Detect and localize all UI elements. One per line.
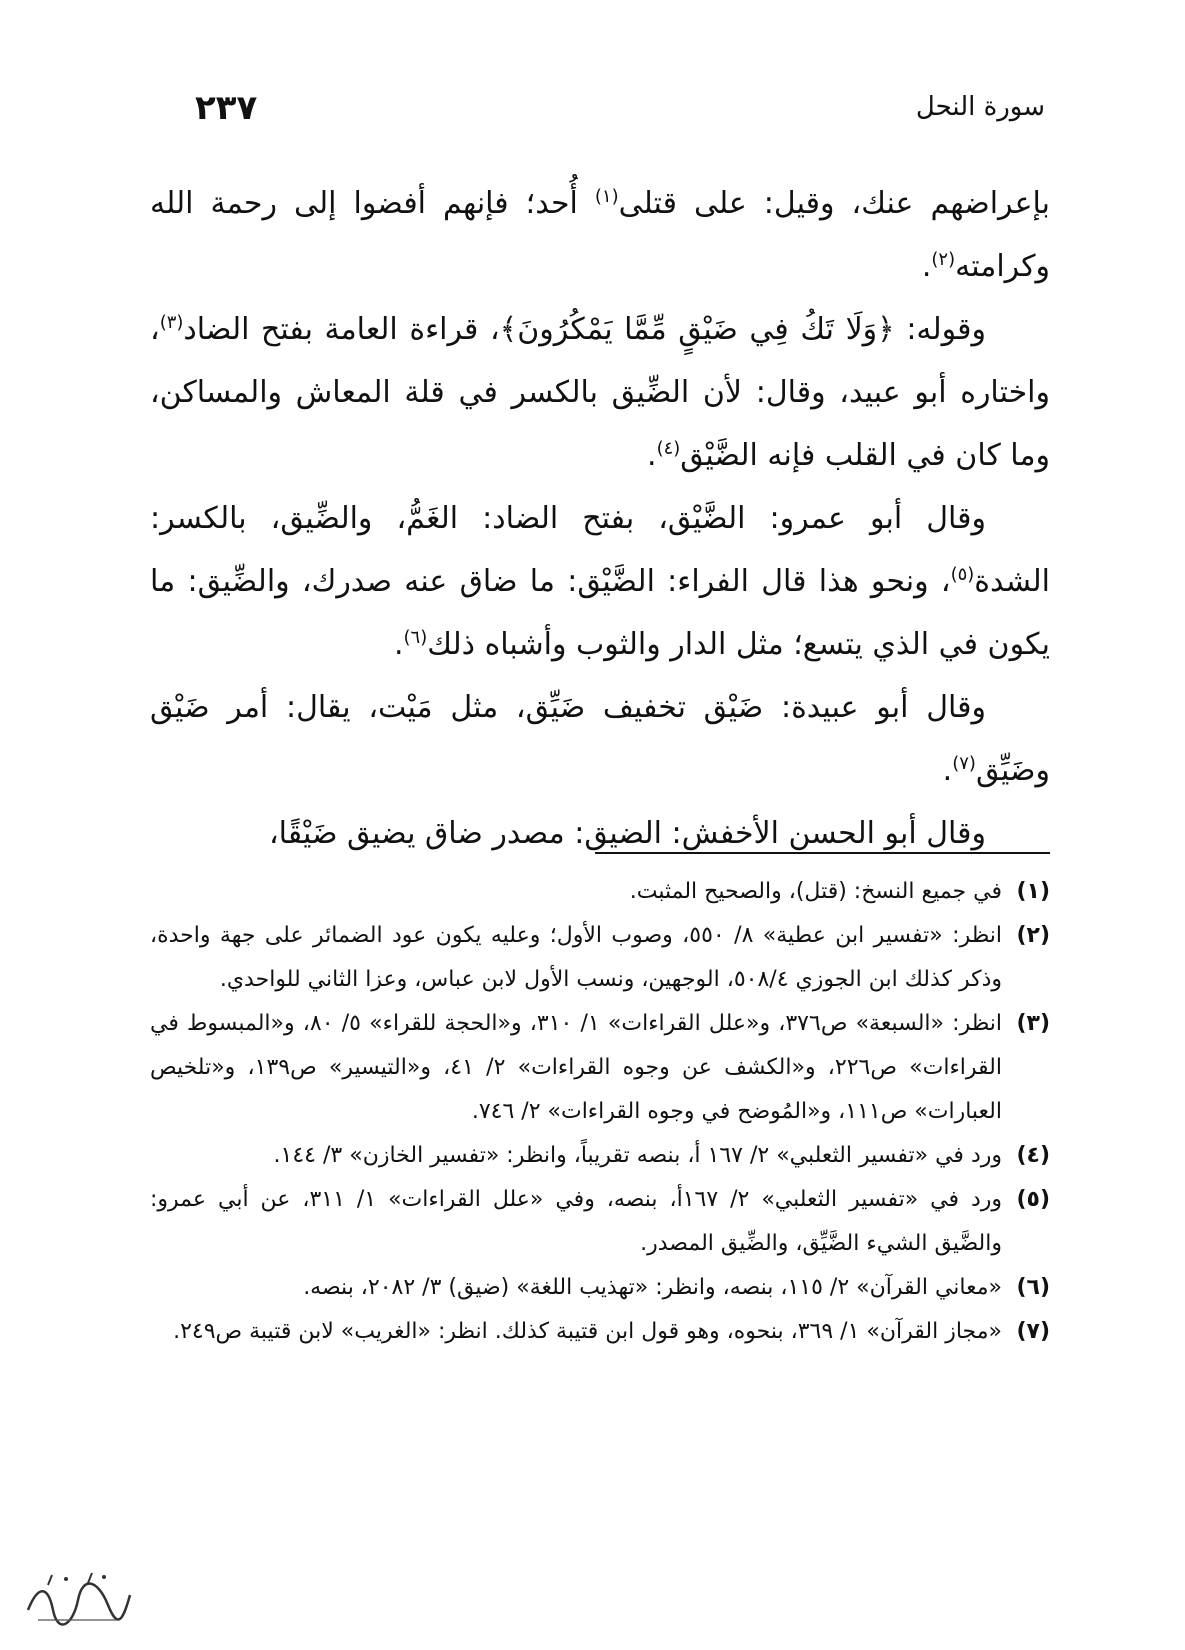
footnote-text: انظر: «السبعة» ص٣٧٦، و«علل القراءات» ١/ ٣١٠، و«الحجة للقراء» ٥/ ٨٠، و«المبسوط في القراءات» ص٢٢٦، و«الكشف عن وجوه القراءات» ٢/ ٤١، و«التيسير» ص١٣٩، و«تلخيص العبارات» ص١١١، و«المُوضح في وجوه القراءات» ٢/ ٧٤٦. — [150, 1011, 1003, 1124]
publisher-logo — [18, 1565, 138, 1635]
footnote-text: انظر: «تفسير ابن عطية» ٨/ ٥٥٠، وصوب الأول؛ وعليه يكون عود الضمائر على جهة واحدة، وذكر كذلك ابن الجوزي ٥٠٨/٤، الوجهين، ونسب الأول لابن عباس، وعزا الثاني للواحدي. — [150, 923, 1002, 992]
footnote — [150, 1266, 1050, 1310]
footnote-text: في جميع النسخ: (قتل)، والصحيح المثبت. — [629, 879, 1002, 904]
paragraph: وقال أبو عمرو: الضَّيْق، بفتح الضاد: الغَمُّ، والضِّيق، بالكسر: الشدة$^{(٥)}$، ونحو هذا قال الفراء: الضَّيْق: ما ضاق عنه صدرك، والضِّيق: ما يكون في الذي يتسع؛ مثل الدار والثوب وأشباه ذلك$^{(٦)}$. — [150, 501, 1050, 662]
page-header — [195, 88, 1045, 138]
footnote-ref: (٧) — [952, 753, 976, 774]
footnote-number: (٦) — [1016, 1275, 1050, 1300]
footnote — [150, 1134, 1050, 1178]
main-text — [150, 172, 1050, 865]
footnote-number: (٥) — [1016, 1187, 1050, 1212]
paragraph: وقال أبو عبيدة: ضَيْق تخفيف ضَيِّق، مثل مَيْت، يقال: أمر ضَيْق وضَيِّق$^{(٧)}$. — [150, 690, 1050, 788]
footnote-divider — [595, 852, 1050, 854]
footnote-ref: (٣) — [159, 312, 184, 333]
footnote — [150, 1002, 1050, 1134]
running-title: سورة النحل — [915, 92, 1045, 122]
footnote-number: (١) — [1016, 879, 1050, 904]
page-number: ٢٣٧ — [195, 88, 258, 128]
paragraph: وقوله: ﴿وَلَا تَكُ فِي ضَيْقٍ مِّمَّا يَمْكُرُونَ﴾، قراءة العامة بفتح الضاد$^{(٣)}$، واختاره أبو عبيد، وقال: لأن الضِّيق بالكسر في قلة المعاش والمساكن، وما كان في القلب فإنه الضَّيْق$^{(٤)}$. — [150, 312, 1050, 473]
footnote-ref: (٤) — [656, 438, 681, 459]
footnote-text: ورد في «تفسير الثعلبي» ٢/ ١٦٧ أ، بنصه تقريباً، وانظر: «تفسير الخازن» ٣/ ١٤٤. — [273, 1143, 1002, 1168]
footnote — [150, 870, 1050, 914]
footnote-ref: (٥) — [950, 564, 975, 585]
footnote-number: (٢) — [1016, 923, 1050, 948]
paragraph: بإعراضهم عنك، وقيل: على قتلى$^{(١)}$ أُحد؛ فإنهم أفضوا إلى رحمة الله وكرامته$^{(٢)}$. — [150, 186, 1050, 284]
footnote — [150, 1310, 1050, 1354]
footnote-ref: (١) — [594, 186, 619, 207]
footnote-text: «مجاز القرآن» ١/ ٣٦٩، بنحوه، وهو قول ابن قتيبة كذلك. انظر: «الغريب» لابن قتيبة ص٢٤٩. — [173, 1319, 1002, 1344]
footnote-number: (٣) — [1016, 1011, 1050, 1036]
footnote-text: «معاني القرآن» ٢/ ١١٥، بنصه، وانظر: «تهذيب اللغة» (ضيق) ٣/ ٢٠٨٢، بنصه. — [303, 1275, 1002, 1300]
footnotes — [150, 870, 1050, 1354]
paragraph: وقال أبو الحسن الأخفش: الضيق: مصدر ضاق يضيق ضَيْقًا، — [268, 816, 986, 851]
footnote-number: (٤) — [1016, 1143, 1050, 1168]
footnote-number: (٧) — [1016, 1319, 1050, 1344]
footnote — [150, 1178, 1050, 1266]
footnote-ref: (٢) — [931, 249, 956, 270]
footnote-ref: (٦) — [403, 627, 428, 648]
footnote-text: ورد في «تفسير الثعلبي» ٢/ ١٦٧أ، بنصه، وفي «علل القراءات» ١/ ٣١١، عن أبي عمرو: والضَّيق الشيء الضَّيِّق، والضِّيق المصدر. — [150, 1187, 1003, 1256]
footnote — [150, 914, 1050, 1002]
